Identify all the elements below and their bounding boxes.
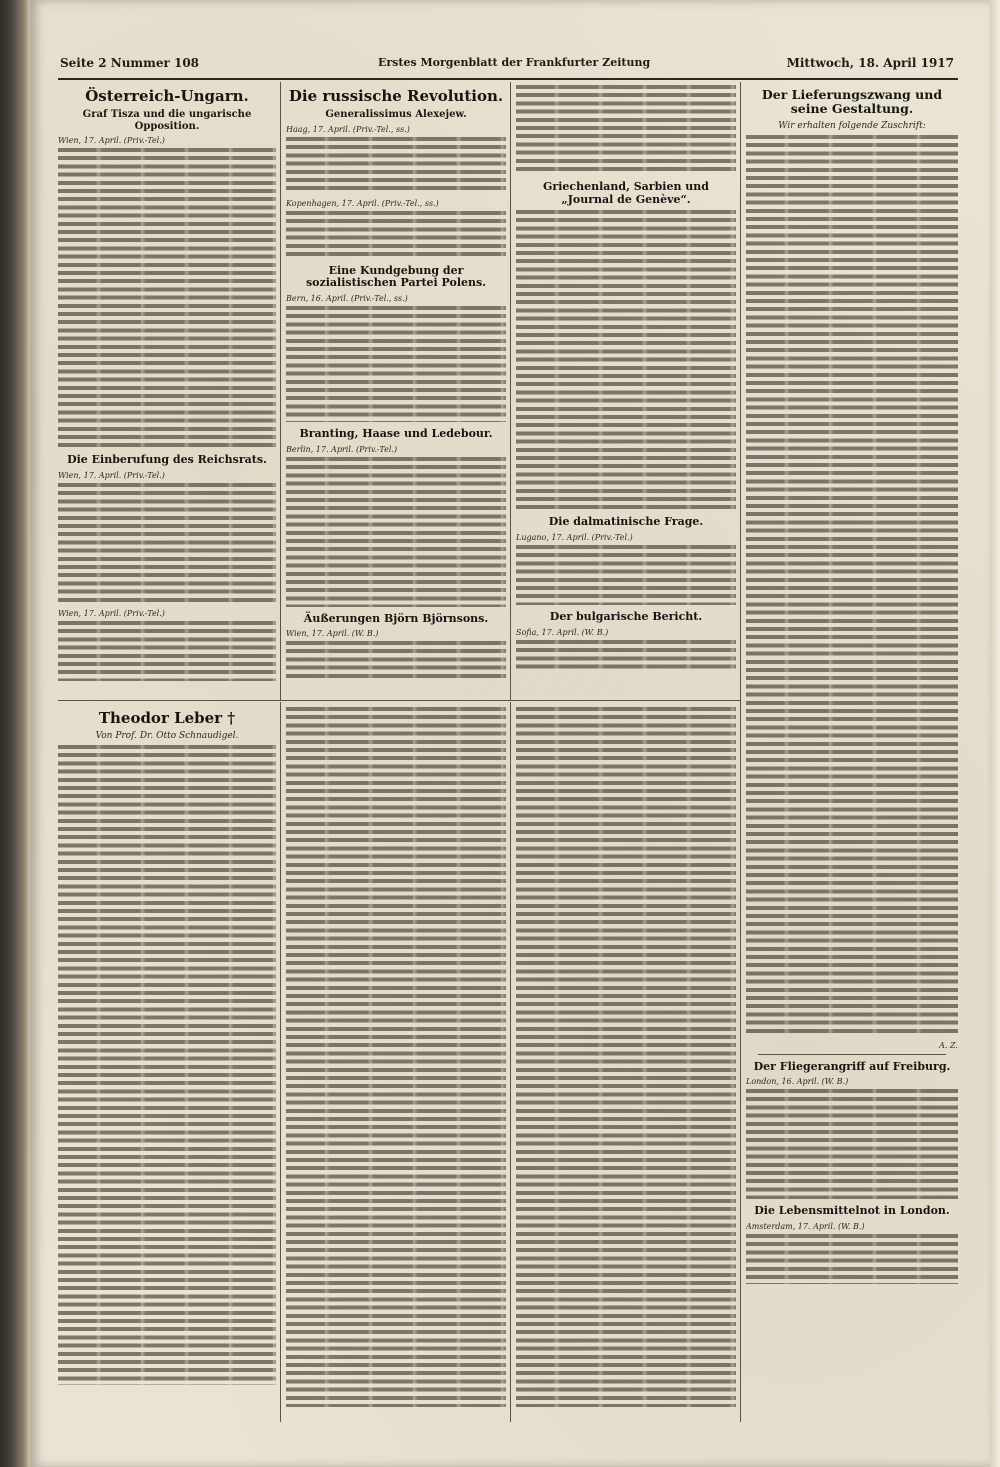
article-text <box>516 210 736 510</box>
paper-title: Erstes Morgenblatt der Frankfurter Zeitung <box>378 56 651 69</box>
article-headline: Der Fliegerangriff auf Freiburg. <box>753 1059 951 1073</box>
signature: A. Z. <box>939 1040 958 1050</box>
article-text <box>516 640 736 670</box>
article-headline: Eine Kundgebung der sozialistischen Partei Polens. <box>305 263 487 290</box>
article-text <box>286 306 506 422</box>
article-text <box>286 707 506 1407</box>
dateline: Wien, 17. April. (Priv.-Tel.) <box>58 608 165 618</box>
dateline: Bern, 16. April. (Priv.-Tel., ss.) <box>286 294 408 304</box>
column-rule <box>510 82 511 700</box>
page-edge <box>990 0 1000 1467</box>
dateline: Wien, 17. April. (Priv.-Tel.) <box>58 470 165 480</box>
article-text <box>58 745 276 1385</box>
article-text <box>746 1234 958 1284</box>
article-headline: Generalissimus Alexejew. <box>325 109 467 121</box>
dateline: London, 16. April. (W. B.) <box>746 1077 849 1087</box>
feuilleton-title: Theodor Leber † <box>98 709 236 727</box>
dateline: Lugano, 17. April. (Priv.-Tel.) <box>516 532 633 542</box>
article-headline: Die Lebensmittelnot in London. <box>754 1204 950 1218</box>
section-headline: Österreich-Ungarn. <box>85 87 249 105</box>
page-number: Seite 2 Nummer 108 <box>60 56 200 70</box>
article-text <box>286 137 506 193</box>
masthead <box>58 52 958 80</box>
dateline: Wien, 17. April. (Priv.-Tel.) <box>58 136 165 146</box>
dateline: Kopenhagen, 17. April. (Priv.-Tel., ss.) <box>286 198 439 208</box>
feuilleton-col-2 <box>286 704 506 1419</box>
column-austria <box>58 82 276 697</box>
book-spine <box>0 0 30 1467</box>
article-headline: Der Lieferungszwang und seine Gestaltung. <box>761 87 943 117</box>
byline: Wir erhalten folgende Zuschrift: <box>778 120 926 131</box>
article-headline: Graf Tisza und die ungarische Opposition. <box>82 109 252 132</box>
feuilleton-rule <box>58 700 740 701</box>
feuilleton-col-1 <box>58 704 276 1419</box>
dateline: Amsterdam, 17. April. (W. B.) <box>746 1222 865 1232</box>
column-greece <box>516 82 736 697</box>
article-text <box>286 641 506 681</box>
issue-date: Mittwoch, 18. April 1917 <box>786 56 954 70</box>
article-headline: Äußerungen Björn Björnsons. <box>303 611 489 625</box>
dateline: Sofia, 17. April. (W. B.) <box>516 627 609 637</box>
dateline: Berlin, 17. April. (Priv.-Tel.) <box>286 444 398 454</box>
article-headline: Die Einberufung des Reichsrats. <box>67 453 267 467</box>
dateline: Haag, 17. April. (Priv.-Tel., ss.) <box>286 124 410 134</box>
column-rule <box>280 82 281 700</box>
article-text <box>516 707 736 1407</box>
column-russia <box>286 82 506 697</box>
column-supply <box>746 82 958 1422</box>
column-rule <box>280 702 281 1422</box>
column-rule <box>510 702 511 1422</box>
section-headline: Die russische Revolution. <box>288 87 504 105</box>
article-text <box>746 135 958 1035</box>
column-rule <box>740 82 741 1422</box>
article-text <box>516 85 736 175</box>
article-text <box>286 457 506 607</box>
feuilleton-col-3 <box>516 704 736 1419</box>
article-text <box>516 545 736 605</box>
article-headline: Griechenland, Sarbien und „Journal de Genève“. <box>543 180 709 206</box>
article-text <box>58 621 276 681</box>
article-headline: Die dalmatinische Frage. <box>548 515 704 529</box>
dateline: Wien, 17. April. (W. B.) <box>286 629 379 639</box>
article-headline: Branting, Haase und Ledebour. <box>299 427 493 441</box>
article-headline: Der bulgarische Bericht. <box>549 609 703 623</box>
article-text <box>746 1089 958 1199</box>
article-text <box>286 211 506 259</box>
article-text <box>58 483 276 603</box>
article-text <box>58 148 276 448</box>
divider <box>758 1054 946 1055</box>
feuilleton-byline: Von Prof. Dr. Otto Schnaudigel. <box>95 731 239 742</box>
